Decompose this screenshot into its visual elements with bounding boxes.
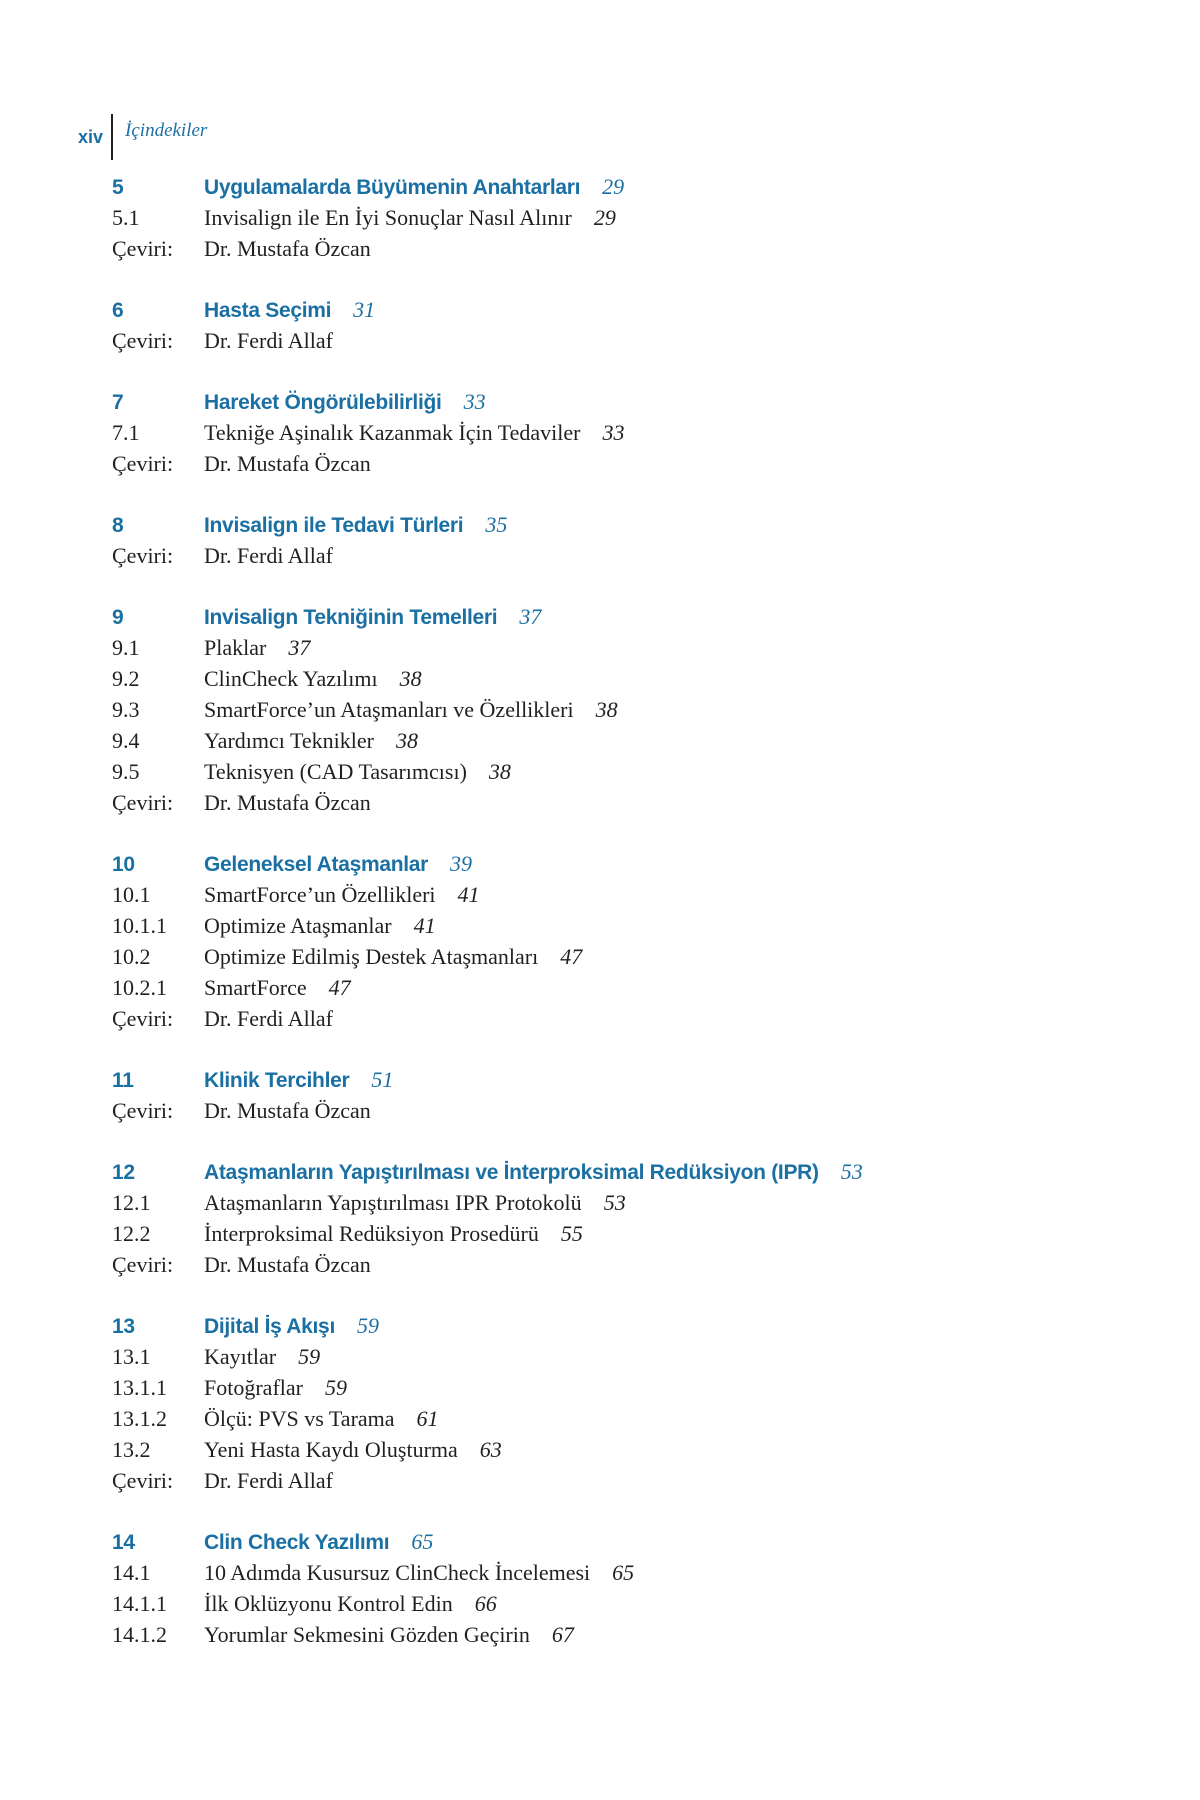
section-number: 14.1.2 (112, 1622, 167, 1647)
chapter-title: Ataşmanların Yapıştırılması ve İnterproksimal Redüksiyon (IPR) (204, 1161, 819, 1184)
section-number: 12.1 (112, 1190, 151, 1215)
toc-chapter (112, 1067, 1112, 1129)
toc-section[interactable] (112, 1221, 1112, 1252)
section-page: 37 (288, 635, 311, 660)
section-number: 13.1.1 (112, 1375, 167, 1400)
chapter-number: 6 (112, 299, 124, 322)
section-number: 10.1 (112, 882, 151, 907)
toc-section[interactable] (112, 728, 1112, 759)
section-number: 13.1 (112, 1344, 151, 1369)
section-page: 47 (328, 975, 351, 1000)
chapter-heading[interactable] (112, 512, 1112, 543)
translator-label: Çeviri: (112, 1252, 174, 1277)
chapter-page: 53 (840, 1159, 863, 1184)
section-page: 29 (593, 205, 616, 230)
section-page: 38 (395, 728, 418, 753)
section-title: 10 Adımda Kusursuz ClinCheck İncelemesi (204, 1560, 591, 1585)
toc-section[interactable] (112, 1344, 1112, 1375)
translator-label: Çeviri: (112, 543, 174, 568)
chapter-page: 33 (463, 389, 486, 414)
section-title: Yardımcı Teknikler (204, 728, 374, 753)
toc-section[interactable] (112, 882, 1112, 913)
toc-section[interactable] (112, 759, 1112, 790)
section-title: Kayıtlar (204, 1344, 277, 1369)
chapter-heading[interactable] (112, 389, 1112, 420)
chapter-title: Uygulamalarda Büyümenin Anahtarları (204, 176, 581, 199)
section-page: 53 (603, 1190, 626, 1215)
section-number: 9.4 (112, 728, 140, 753)
toc-chapter (112, 1313, 1112, 1499)
chapter-page: 29 (602, 174, 625, 199)
toc-section[interactable] (112, 1437, 1112, 1468)
section-title: Fotoğraflar (204, 1375, 303, 1400)
table-of-contents (112, 174, 1112, 1683)
section-title: İnterproksimal Redüksiyon Prosedürü (204, 1221, 539, 1246)
section-number: 9.2 (112, 666, 140, 691)
section-number: 5.1 (112, 205, 140, 230)
section-number: 9.1 (112, 635, 140, 660)
section-title: Optimize Ataşmanlar (204, 913, 392, 938)
section-title: Teknisyen (CAD Tasarımcısı) (204, 759, 467, 784)
translator-name: Dr. Ferdi Allaf (204, 543, 333, 568)
section-page: 59 (298, 1344, 321, 1369)
translator-line (112, 328, 1112, 359)
section-page: 61 (416, 1406, 439, 1431)
chapter-heading[interactable] (112, 851, 1112, 882)
chapter-title: Invisalign ile Tedavi Türleri (204, 514, 464, 537)
toc-section[interactable] (112, 944, 1112, 975)
chapter-title: Clin Check Yazılımı (204, 1531, 390, 1554)
translator-name: Dr. Ferdi Allaf (204, 328, 333, 353)
chapter-page: 37 (519, 604, 542, 629)
translator-name: Dr. Mustafa Özcan (204, 1252, 371, 1277)
translator-line (112, 1252, 1112, 1283)
chapter-title: Hasta Seçimi (204, 299, 332, 322)
translator-line (112, 543, 1112, 574)
toc-section[interactable] (112, 1406, 1112, 1437)
section-page: 66 (474, 1591, 497, 1616)
chapter-page: 51 (371, 1067, 394, 1092)
section-title: Tekniğe Aşinalık Kazanmak İçin Tedaviler (204, 420, 581, 445)
section-title: İlk Oklüzyonu Kontrol Edin (204, 1591, 453, 1616)
toc-chapter (112, 297, 1112, 359)
toc-section[interactable] (112, 635, 1112, 666)
toc-section[interactable] (112, 1622, 1112, 1653)
section-title: Yorumlar Sekmesini Gözden Geçirin (204, 1622, 530, 1647)
translator-name: Dr. Mustafa Özcan (204, 451, 371, 476)
section-number: 9.5 (112, 759, 140, 784)
chapter-title: Klinik Tercihler (204, 1069, 350, 1092)
section-title: Yeni Hasta Kaydı Oluşturma (204, 1437, 458, 1462)
chapter-number: 9 (112, 606, 124, 629)
toc-chapter (112, 1159, 1112, 1283)
section-number: 14.1.1 (112, 1591, 167, 1616)
toc-section[interactable] (112, 420, 1112, 451)
section-title: SmartForce’un Ataşmanları ve Özellikleri (204, 697, 574, 722)
section-number: 13.1.2 (112, 1406, 167, 1431)
chapter-heading[interactable] (112, 1313, 1112, 1344)
chapter-heading[interactable] (112, 174, 1112, 205)
section-page: 47 (560, 944, 583, 969)
translator-label: Çeviri: (112, 1098, 174, 1123)
section-number: 10.1.1 (112, 913, 167, 938)
translator-label: Çeviri: (112, 451, 174, 476)
chapter-page: 31 (353, 297, 376, 322)
toc-section[interactable] (112, 913, 1112, 944)
section-number: 13.2 (112, 1437, 151, 1462)
chapter-title: Hareket Öngörülebilirliği (204, 391, 442, 414)
toc-chapter (112, 389, 1112, 482)
translator-name: Dr. Mustafa Özcan (204, 1098, 371, 1123)
toc-chapter (112, 174, 1112, 267)
section-title: Ataşmanların Yapıştırılması IPR Protokolü (204, 1190, 582, 1215)
toc-chapter (112, 604, 1112, 821)
section-title: Plaklar (204, 635, 267, 660)
translator-name: Dr. Mustafa Özcan (204, 236, 371, 261)
section-page: 33 (602, 420, 625, 445)
toc-section[interactable] (112, 1560, 1112, 1591)
toc-section[interactable] (112, 666, 1112, 697)
section-number: 10.2 (112, 944, 151, 969)
translator-label: Çeviri: (112, 328, 174, 353)
translator-name: Dr. Mustafa Özcan (204, 790, 371, 815)
toc-chapter (112, 512, 1112, 574)
section-number: 14.1 (112, 1560, 151, 1585)
chapter-number: 8 (112, 514, 124, 537)
chapter-page: 39 (450, 851, 473, 876)
toc-section[interactable] (112, 1591, 1112, 1622)
toc-section[interactable] (112, 1190, 1112, 1221)
section-page: 65 (612, 1560, 635, 1585)
chapter-page: 65 (411, 1529, 434, 1554)
section-title: ClinCheck Yazılımı (204, 666, 378, 691)
chapter-heading[interactable] (112, 297, 1112, 328)
chapter-heading[interactable] (112, 1159, 1112, 1190)
translator-line (112, 451, 1112, 482)
section-number: 10.2.1 (112, 975, 167, 1000)
translator-line (112, 790, 1112, 821)
toc-section[interactable] (112, 1375, 1112, 1406)
chapter-number: 11 (112, 1069, 134, 1092)
chapter-page: 59 (356, 1313, 379, 1338)
translator-label: Çeviri: (112, 1468, 174, 1493)
section-page: 38 (488, 759, 511, 784)
running-title: İçindekiler (125, 120, 208, 141)
chapter-number: 5 (112, 176, 124, 199)
translator-line (112, 1468, 1112, 1499)
section-title: SmartForce’un Özellikleri (204, 882, 436, 907)
section-title: Invisalign ile En İyi Sonuçlar Nasıl Alınır (204, 205, 572, 230)
chapter-number: 14 (112, 1531, 135, 1554)
section-number: 12.2 (112, 1221, 151, 1246)
translator-name: Dr. Ferdi Allaf (204, 1006, 333, 1031)
toc-chapter (112, 851, 1112, 1037)
section-page: 38 (595, 697, 618, 722)
chapter-heading[interactable] (112, 1067, 1112, 1098)
translator-name: Dr. Ferdi Allaf (204, 1468, 333, 1493)
page-header (78, 114, 207, 160)
chapter-title: Geleneksel Ataşmanlar (204, 853, 429, 876)
translator-line (112, 1098, 1112, 1129)
chapter-number: 13 (112, 1315, 135, 1338)
chapter-heading[interactable] (112, 604, 1112, 635)
section-page: 59 (324, 1375, 347, 1400)
chapter-number: 12 (112, 1161, 135, 1184)
section-page: 63 (479, 1437, 502, 1462)
section-title: Optimize Edilmiş Destek Ataşmanları (204, 944, 539, 969)
section-title: SmartForce (204, 975, 307, 1000)
toc-chapter (112, 1529, 1112, 1653)
page-number: xiv (78, 126, 104, 147)
section-page: 41 (457, 882, 480, 907)
section-number: 7.1 (112, 420, 140, 445)
section-page: 55 (560, 1221, 583, 1246)
translator-label: Çeviri: (112, 1006, 174, 1031)
translator-label: Çeviri: (112, 790, 174, 815)
section-page: 41 (413, 913, 436, 938)
translator-line (112, 1006, 1112, 1037)
chapter-title: Invisalign Tekniğinin Temelleri (204, 606, 498, 629)
chapter-number: 7 (112, 391, 124, 414)
section-page: 38 (399, 666, 422, 691)
toc-section[interactable] (112, 205, 1112, 236)
chapter-number: 10 (112, 853, 135, 876)
section-number: 9.3 (112, 697, 140, 722)
section-title: Ölçü: PVS vs Tarama (204, 1406, 395, 1431)
toc-section[interactable] (112, 975, 1112, 1006)
chapter-page: 35 (485, 512, 508, 537)
section-page: 67 (551, 1622, 574, 1647)
chapter-title: Dijital İş Akışı (204, 1315, 335, 1338)
translator-line (112, 236, 1112, 267)
translator-label: Çeviri: (112, 236, 174, 261)
chapter-heading[interactable] (112, 1529, 1112, 1560)
toc-section[interactable] (112, 697, 1112, 728)
